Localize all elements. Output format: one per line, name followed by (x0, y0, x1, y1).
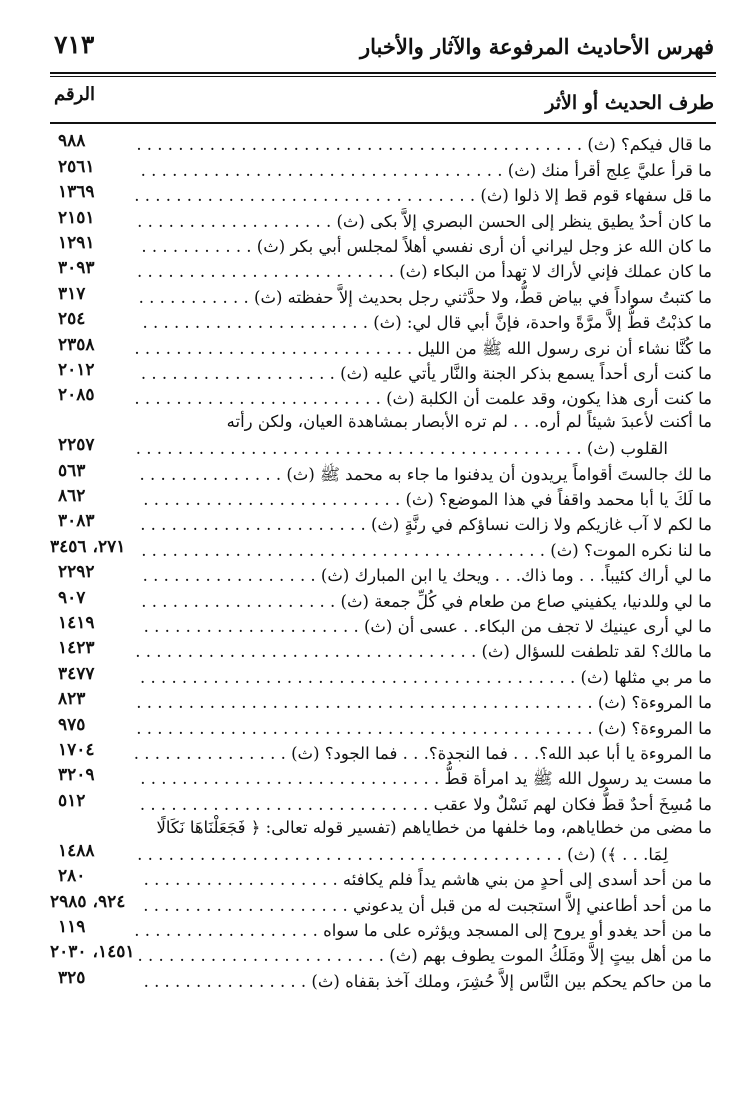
entry-number: ٥١٢ (58, 790, 86, 811)
index-entry (50, 741, 716, 766)
index-entry (50, 563, 716, 588)
entry-text: ما لنا نكره الموت؟ (ث) . . . . . . . . . . . . . . . . . . . . . . . . . . . . . . . . . . . . . . . (141, 540, 712, 560)
entry-text: ما المروءة؟ (ث) . . . . . . . . . . . . . . . . . . . . . . . . . . . . . . . . . . . . . . . . . . . . (136, 718, 712, 738)
entry-text: ما كان الله عز وجل ليراني أن أرى نفسي أهلاً لمجلس أبي بكر (ث) . . . . . . . . . . . (141, 236, 712, 256)
index-entry (50, 892, 716, 917)
index-entry (50, 664, 716, 689)
entry-text: ما مر بي مثلها (ث) . . . . . . . . . . . . . . . . . . . . . . . . . . . . . . . . . . . . . . . . . . (139, 667, 712, 687)
entry-text: ما لك جالستَ أقواماً يريدون أن يدفنوا ما جاء به محمد ﷺ (ث) . . . . . . . . . . . . . . (139, 464, 712, 484)
entry-text: ما من أحد أسدى إلى أحدٍ من بني هاشم يداً فلم يكافئه . . . . . . . . . . . . . . . . . . . (143, 870, 712, 890)
index-entry (50, 867, 716, 892)
entry-text: ما قال فيكم؟ (ث) . . . . . . . . . . . . . . . . . . . . . . . . . . . . . . . . . . . . . . . . . . . (136, 135, 712, 155)
entry-text: ما كتبتُ سواداً في بياض قطُّ، ولا حدَّثني رجل بحديث إلاَّ حفظته (ث) . . . . . . . . . . . (138, 287, 712, 307)
entry-text: ما كنت أرى أحداً يسمع بذكر الجنة والنَّار يأتي عليه (ث) . . . . . . . . . . . . . . . . . . . (140, 363, 712, 383)
entry-text-line1: ما أكنت لأعبدَ شيئاً لم أره. . . لم تره الأبصار بمشاهدة العيان، ولكن رأته (226, 412, 712, 432)
index-entry (50, 918, 716, 943)
entry-text: ما مالك؟ لقد تلطفت للسؤال (ث) . . . . . . . . . . . . . . . . . . . . . . . . . . . . . . . . . (135, 642, 712, 662)
column-heading-rule (50, 122, 716, 124)
entry-text: ما كُنَّا نشاء أن نرى رسول الله ﷺ من الليل . . . . . . . . . . . . . . . . . . . . . . . . . . . (134, 338, 712, 358)
index-entry (50, 183, 716, 208)
running-head (54, 30, 714, 66)
index-entry (50, 208, 716, 233)
entry-text-line2: القلوب (ث) . . . . . . . . . . . . . . . . . . . . . . . . . . . . . . . . . . . . . . . . . . . (135, 439, 668, 459)
entry-text: ما لكم لا آب غازيكم ولا زالت نساؤكم في رنَّةٍ (ث) . . . . . . . . . . . . . . . . . . . . . . (140, 515, 712, 535)
entry-number: ٢٠٨٥ (58, 385, 95, 406)
entry-number: ٣١٧ (58, 283, 86, 304)
index-entry (50, 639, 716, 664)
entry-number: ٣٢٠٩ (58, 765, 95, 786)
index-entry (50, 284, 716, 309)
entry-number: ٢٥٦١ (58, 156, 95, 177)
entry-number: ٨٦٢ (58, 486, 86, 507)
entry-text: ما لي وللدنيا، يكفيني صاع من طعام في كُلِّ جمعة (ث) . . . . . . . . . . . . . . . . . . . (141, 591, 712, 611)
index-entry (50, 361, 716, 386)
entry-text: ما من أهل بيتٍ إلاَّ ومَلَكُ الموت يطوف بهم (ث) . . . . . . . . . . . . . . . . . . . . . . . . (137, 946, 712, 966)
entry-text: ما لي أرى عينيك لا تجف من البكاء. . عسى أن (ث) . . . . . . . . . . . . . . . . . . . . . (143, 617, 712, 637)
index-entry (50, 512, 716, 537)
entry-number: ١٤١٩ (58, 613, 95, 634)
index-entry (50, 968, 716, 993)
entry-number: ٣٠٩٣ (58, 258, 95, 279)
entry-number: ٩٢٤، ٢٩٨٥ (50, 891, 126, 912)
entry-number: ١٤٨٨ (58, 840, 95, 861)
index-entry (50, 461, 716, 486)
index-entry (50, 335, 716, 360)
index-entry (50, 310, 716, 335)
entry-text: ما من أحد أطاعني إلاَّ استجبت له من قبل أن يدعوني . . . . . . . . . . . . . . . . . . . . (143, 895, 712, 915)
entry-text: ما المروءة يا أبا عبد الله؟. . . فما النجدة؟. . . فما الجود؟ (ث) . . . . . . . . . . . . . . . (133, 743, 712, 763)
entry-text: ما المروءة؟ (ث) . . . . . . . . . . . . . . . . . . . . . . . . . . . . . . . . . . . . . . . . . . . . (136, 693, 712, 713)
entry-number: ٢٠١٢ (58, 359, 95, 380)
entry-number: ٢١٥١ (58, 207, 95, 228)
entry-text: ما مُسِخَ أحدٌ قطُّ فكان لهم نَسْلٌ ولا عقب . . . . . . . . . . . . . . . . . . . . . . . . . . . . (139, 794, 712, 814)
entry-text: ما قرأ عليَّ عِلج أقرأ منك (ث) . . . . . . . . . . . . . . . . . . . . . . . . . . . . . . . . . . . (140, 160, 712, 180)
column-headings (50, 84, 714, 114)
index-entry (50, 817, 716, 867)
index-entry (50, 487, 716, 512)
entry-number: ١٧٠٤ (58, 739, 95, 760)
entry-text: ما من حاكم يحكم بين النَّاس إلاَّ حُشِرَ، وملك آخذ بقفاه (ث) . . . . . . . . . . . . . . . . (143, 971, 712, 991)
entry-text-line1: ما مضى من خطاياهم، وما خلفها من خطاياهم (تفسير قوله تعالى: ﴿ فَجَعَلْنَاهَا نَكَالًا (156, 817, 712, 837)
index-entry (50, 157, 716, 182)
entry-number: ١٣٦٩ (58, 182, 95, 203)
entry-number: ٢٨٠ (58, 866, 86, 887)
number-column-heading: الرقم (54, 84, 96, 105)
entry-number: ٨٢٣ (58, 689, 86, 710)
entry-text: ما من أحد يغدو أو يروح إلى المسجد ويؤثره على ما سواه . . . . . . . . . . . . . . . . . . (134, 920, 712, 940)
entry-text-line2: لِمَا. . . ﴾) (ث) . . . . . . . . . . . . . . . . . . . . . . . . . . . . . . . . . . . . . . . . . (137, 844, 668, 864)
entry-number: ٣٢٥ (58, 967, 86, 988)
index-entry (50, 766, 716, 791)
entry-number: ٩٠٧ (58, 587, 86, 608)
entry-number: ٢٢٩٢ (58, 562, 95, 583)
entry-text: ما كذبْتُ قطُّ إلاَّ مرَّةً واحدة، فإنَّ أبي قال لي: (ث) . . . . . . . . . . . . . . . . . . . . . . (142, 313, 712, 333)
header-rule (50, 72, 716, 77)
entry-text: ما لي أراك كئيباً. . . وما ذاك. . . ويحك يا ابن المبارك (ث) . . . . . . . . . . . . . . . . . (142, 566, 712, 586)
entry-number: ٢٢٥٧ (58, 435, 95, 456)
entry-number: ١٢٩١ (58, 232, 95, 253)
entry-number: ٣٤٧٧ (58, 663, 95, 684)
index-entry (50, 690, 716, 715)
entry-number: ٢٣٥٨ (58, 334, 95, 355)
index-entry (50, 259, 716, 284)
index-entries (50, 132, 716, 994)
entry-number: ٢٧١، ٣٤٥٦ (50, 536, 126, 557)
entry-number: ١٤٥١، ٢٠٣٠ (50, 942, 135, 963)
entry-text: ما كان عملك فإني لأراك لا تهدأ من البكاء (ث) . . . . . . . . . . . . . . . . . . . . . . . . . (136, 262, 712, 282)
entry-number: ٩٨٨ (58, 131, 86, 152)
index-entry (50, 411, 716, 461)
page-number: ٧١٣ (54, 30, 95, 59)
index-entry (50, 234, 716, 259)
index-entry (50, 537, 716, 562)
entry-number: ٥٦٣ (58, 460, 86, 481)
entry-number: ٩٧٥ (58, 714, 86, 735)
entry-text: ما كان أحدٌ يطيق ينظر إلى الحسن البصري إلاَّ بكى (ث) . . . . . . . . . . . . . . . . . . . (137, 211, 712, 231)
entry-number: ١٤٢٣ (58, 638, 95, 659)
index-entry (50, 943, 716, 968)
entry-number: ١١٩ (58, 916, 86, 937)
entry-column-heading: طرف الحديث أو الأثر (545, 92, 714, 114)
entry-text: ما لَكَ يا أبا محمد واقفاً في هذا الموضع؟ (ث) . . . . . . . . . . . . . . . . . . . . . . . . . (143, 490, 712, 510)
entry-text: ما مست يد رسول الله ﷺ يد امرأة قطُّ . . . . . . . . . . . . . . . . . . . . . . . . . . . . . (140, 769, 712, 789)
entry-text: ما قل سفهاء قوم قط إلا ذلوا (ث) . . . . . . . . . . . . . . . . . . . . . . . . . . . . . . . . . (134, 186, 712, 206)
index-entry (50, 614, 716, 639)
index-entry (50, 791, 716, 816)
index-entry (50, 386, 716, 411)
entry-number: ٢٥٤ (58, 309, 86, 330)
running-title: فهرس الأحاديث المرفوعة والآثار والأخبار (360, 34, 714, 59)
index-entry (50, 588, 716, 613)
entry-number: ٣٠٨٣ (58, 511, 95, 532)
entry-text: ما كنت أرى هذا يكون، وقد علمت أن الكلبة (ث) . . . . . . . . . . . . . . . . . . . . . . . . (134, 389, 712, 409)
index-entry (50, 132, 716, 157)
index-entry (50, 715, 716, 740)
